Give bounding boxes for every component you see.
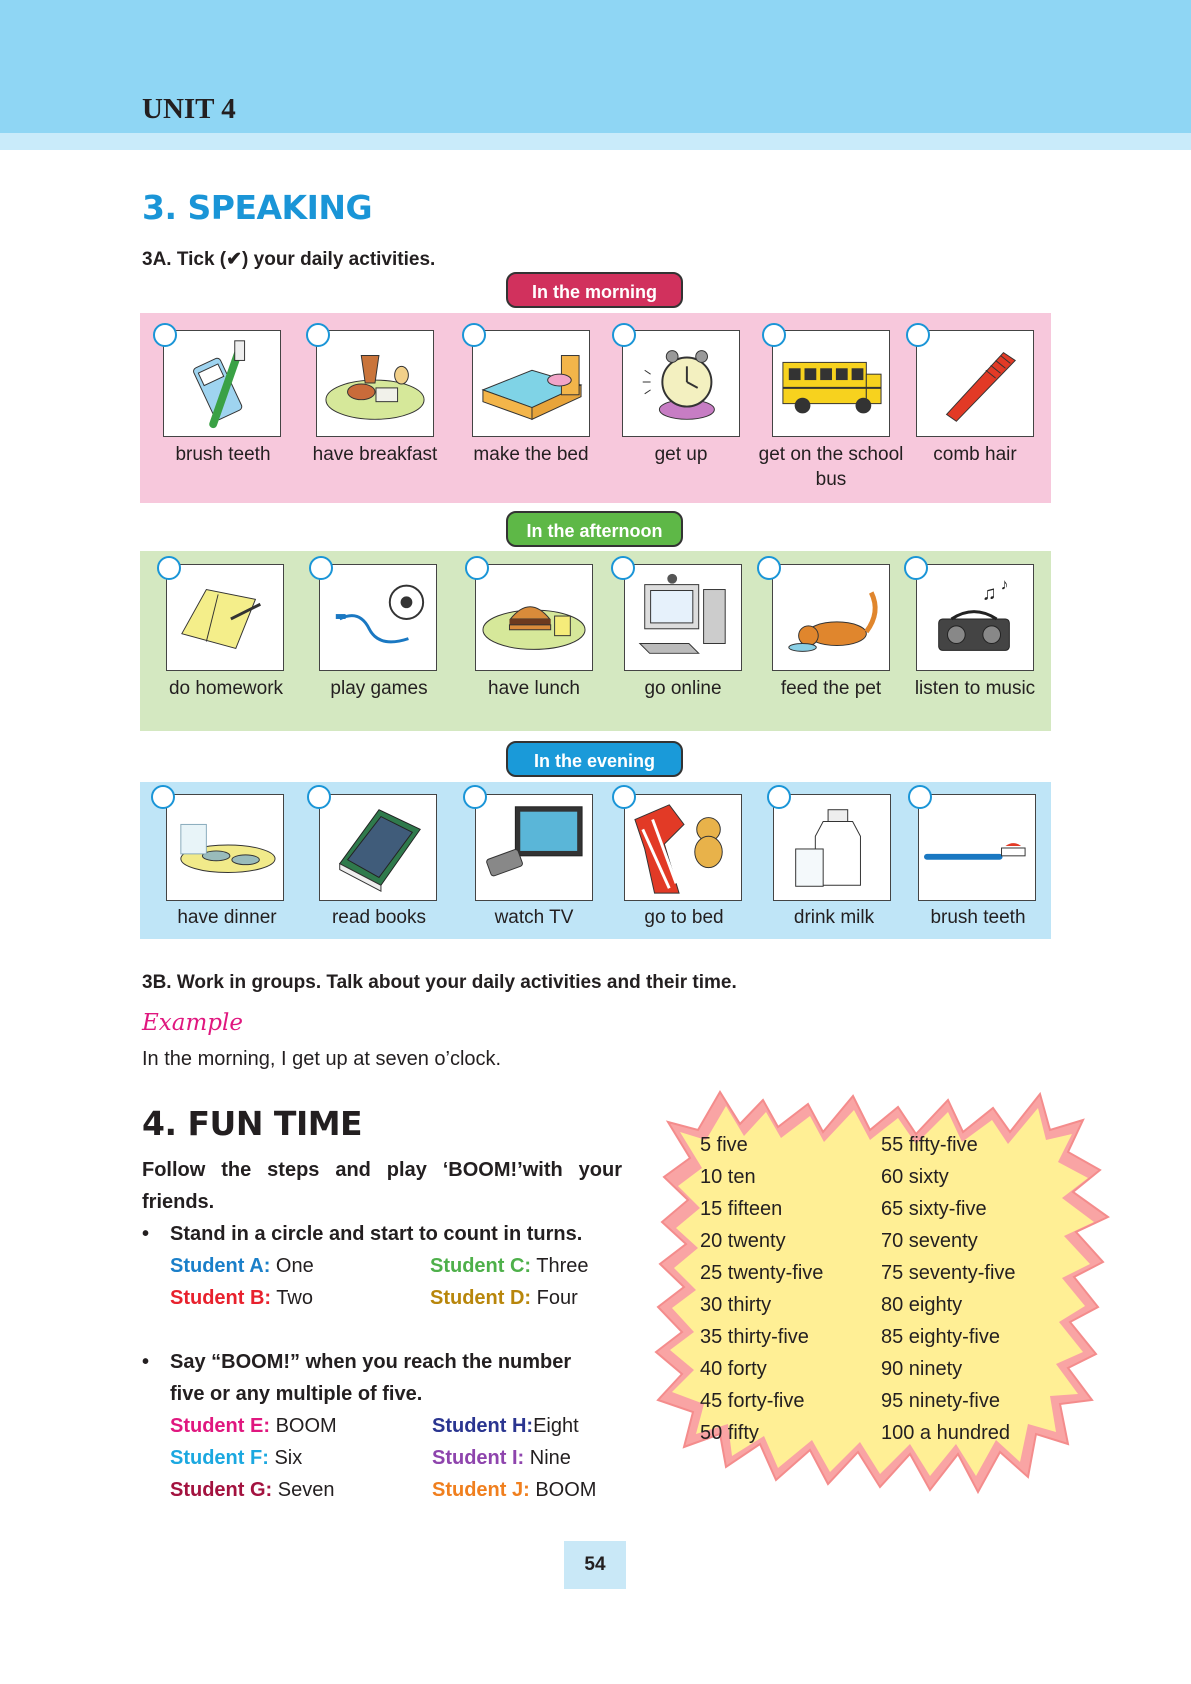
radio-icon <box>917 565 1033 670</box>
card-play-games <box>319 564 437 671</box>
card-watch-tv <box>475 794 593 901</box>
checkbox-get-on-school-bus[interactable] <box>762 323 786 347</box>
step-1 <box>142 1218 582 1250</box>
card-drink-milk <box>773 794 891 901</box>
example-label: Example <box>142 1010 243 1036</box>
checkbox-watch-tv[interactable] <box>463 785 487 809</box>
cat-icon <box>773 565 889 670</box>
label-have-breakfast: have breakfast <box>312 444 438 465</box>
ball-and-rope-icon <box>320 565 436 670</box>
label-get-on-school-bus: get on the school bus <box>758 444 904 490</box>
number-item: 55 fifty-five <box>881 1134 978 1156</box>
student-a-value: One <box>275 1255 314 1277</box>
evening-pill: In the evening <box>506 741 683 777</box>
checkbox-make-the-bed[interactable] <box>462 323 486 347</box>
number-item: 75 seventy-five <box>881 1262 1016 1284</box>
number-item: 20 twenty <box>700 1230 786 1252</box>
example-text: In the morning, I get up at seven o’clock. <box>142 1048 502 1070</box>
number-item: 10 ten <box>700 1166 756 1188</box>
student-e-value: BOOM <box>275 1415 337 1437</box>
number-item: 15 fifteen <box>700 1198 783 1220</box>
burger-plate-icon <box>476 565 592 670</box>
card-read-books <box>319 794 437 901</box>
breakfast-plate-icon <box>317 331 433 436</box>
bullet-dot: • <box>142 1223 150 1245</box>
label-read-books: read books <box>331 907 426 928</box>
toothbrush-icon <box>919 795 1035 900</box>
step-1-text: Stand in a circle and start to count in turns. <box>170 1223 583 1245</box>
checkbox-comb-hair[interactable] <box>906 323 930 347</box>
label-listen-to-music: listen to music <box>914 678 1036 699</box>
student-g-value: Seven <box>277 1479 335 1501</box>
student-f <box>170 1442 302 1474</box>
label-feed-the-pet: feed the pet <box>780 678 882 699</box>
card-have-dinner <box>166 794 284 901</box>
header-strip <box>0 133 1191 150</box>
number-item: 85 eighty-five <box>881 1326 1000 1348</box>
checkbox-brush-teeth-evening[interactable] <box>908 785 932 809</box>
student-c-name: Student C: <box>430 1255 532 1277</box>
number-item: 60 sixty <box>881 1166 949 1188</box>
checkbox-play-games[interactable] <box>309 556 333 580</box>
card-have-breakfast <box>316 330 434 437</box>
instruction-3a: 3A. Tick (✔) your daily activities. <box>142 249 436 270</box>
header-band <box>0 0 1191 150</box>
card-make-the-bed <box>472 330 590 437</box>
card-go-online <box>624 564 742 671</box>
card-have-lunch <box>475 564 593 671</box>
fun-time-instruction: Follow the steps and play ‘BOOM!’with your friends. <box>142 1159 622 1213</box>
number-item: 5 five <box>700 1134 748 1156</box>
step-2 <box>142 1346 571 1378</box>
bed-icon <box>473 331 589 436</box>
label-do-homework: do homework <box>168 678 284 699</box>
student-d <box>430 1282 578 1314</box>
card-listen-to-music <box>916 564 1034 671</box>
page-number: 54 <box>584 1554 606 1575</box>
label-watch-tv: watch TV <box>494 907 574 928</box>
instruction-3b: 3B. Work in groups. Talk about your daily activities and their time. <box>142 972 737 993</box>
checkbox-go-to-bed[interactable] <box>612 785 636 809</box>
student-h-value: Eight <box>533 1415 579 1437</box>
unit-title: UNIT 4 <box>142 93 236 125</box>
student-d-value: Four <box>536 1287 578 1309</box>
label-have-lunch: have lunch <box>488 678 580 699</box>
pajamas-icon <box>625 795 741 900</box>
student-j-value: BOOM <box>535 1479 597 1501</box>
checkbox-get-up[interactable] <box>612 323 636 347</box>
label-brush-teeth-morning: brush teeth <box>175 444 271 465</box>
number-item: 35 thirty-five <box>700 1326 809 1348</box>
number-item: 25 twenty-five <box>700 1262 824 1284</box>
student-f-value: Six <box>274 1447 303 1469</box>
student-c <box>430 1250 589 1282</box>
label-go-online: go online <box>644 678 722 699</box>
card-do-homework <box>166 564 284 671</box>
student-b <box>170 1282 313 1314</box>
student-i <box>432 1442 571 1474</box>
svg-text:♪: ♪ <box>1000 576 1009 594</box>
student-g <box>170 1474 335 1506</box>
number-item: 70 seventy <box>881 1230 978 1252</box>
checkbox-feed-the-pet[interactable] <box>757 556 781 580</box>
student-h <box>432 1410 579 1442</box>
student-j-name: Student J: <box>432 1479 530 1501</box>
checkbox-do-homework[interactable] <box>157 556 181 580</box>
number-item: 50 fifty <box>700 1422 759 1444</box>
number-item: 45 forty-five <box>700 1390 805 1412</box>
label-get-up: get up <box>654 444 708 465</box>
label-go-to-bed: go to bed <box>644 907 724 928</box>
student-e-name: Student E: <box>170 1415 270 1437</box>
student-j <box>432 1474 596 1506</box>
speaking-section-title: 3. SPEAKING <box>142 188 373 227</box>
card-get-on-school-bus <box>772 330 890 437</box>
student-i-value: Nine <box>529 1447 571 1469</box>
card-brush-teeth-morning <box>163 330 281 437</box>
card-go-to-bed <box>624 794 742 901</box>
toothbrush-icon <box>164 331 280 436</box>
student-b-name: Student B: <box>170 1287 272 1309</box>
number-item: 65 sixty-five <box>881 1198 987 1220</box>
fish-plate-icon <box>167 795 283 900</box>
step-2-line-1: Say “BOOM!” when you reach the number <box>170 1351 572 1373</box>
bullet-dot: • <box>142 1351 150 1373</box>
card-feed-the-pet <box>772 564 890 671</box>
morning-pill: In the morning <box>506 272 683 308</box>
student-f-name: Student F: <box>170 1447 269 1469</box>
checkbox-have-dinner[interactable] <box>151 785 175 809</box>
step-2-line-2: five or any multiple of five. <box>170 1383 423 1405</box>
card-brush-teeth-evening <box>918 794 1036 901</box>
computer-icon <box>625 565 741 670</box>
student-c-value: Three <box>536 1255 589 1277</box>
label-comb-hair: comb hair <box>933 444 1017 465</box>
card-get-up <box>622 330 740 437</box>
student-e <box>170 1410 337 1442</box>
student-g-name: Student G: <box>170 1479 273 1501</box>
comb-icon <box>917 331 1033 436</box>
svg-text:♫: ♫ <box>981 582 997 605</box>
student-h-name: Student H: <box>432 1415 534 1437</box>
book-icon <box>320 795 436 900</box>
label-have-dinner: have dinner <box>177 907 277 928</box>
afternoon-pill: In the afternoon <box>506 511 683 547</box>
checkbox-have-breakfast[interactable] <box>306 323 330 347</box>
student-b-value: Two <box>276 1287 313 1309</box>
checkbox-go-online[interactable] <box>611 556 635 580</box>
number-item: 30 thirty <box>700 1294 772 1316</box>
number-item: 40 forty <box>700 1358 767 1380</box>
milk-icon <box>774 795 890 900</box>
checkbox-have-lunch[interactable] <box>465 556 489 580</box>
student-a-name: Student A: <box>170 1255 271 1277</box>
fun-time-section-title: 4. FUN TIME <box>142 1104 363 1143</box>
student-a <box>170 1250 314 1282</box>
school-bus-icon <box>773 331 889 436</box>
label-drink-milk: drink milk <box>793 907 875 928</box>
number-item: 80 eighty <box>881 1294 963 1316</box>
checkbox-brush-teeth-morning[interactable] <box>153 323 177 347</box>
label-brush-teeth-evening: brush teeth <box>930 907 1026 928</box>
student-i-name: Student I: <box>432 1447 525 1469</box>
television-icon <box>476 795 592 900</box>
number-item: 95 ninety-five <box>881 1390 1000 1412</box>
label-play-games: play games <box>330 678 428 699</box>
number-item: 90 ninety <box>881 1358 963 1380</box>
student-d-name: Student D: <box>430 1287 532 1309</box>
card-comb-hair <box>916 330 1034 437</box>
checkbox-drink-milk[interactable] <box>767 785 791 809</box>
checkbox-listen-to-music[interactable] <box>904 556 928 580</box>
notebook-icon <box>167 565 283 670</box>
alarm-clock-icon <box>623 331 739 436</box>
number-item: 100 a hundred <box>881 1422 1011 1444</box>
label-make-the-bed: make the bed <box>473 444 589 465</box>
checkbox-read-books[interactable] <box>307 785 331 809</box>
